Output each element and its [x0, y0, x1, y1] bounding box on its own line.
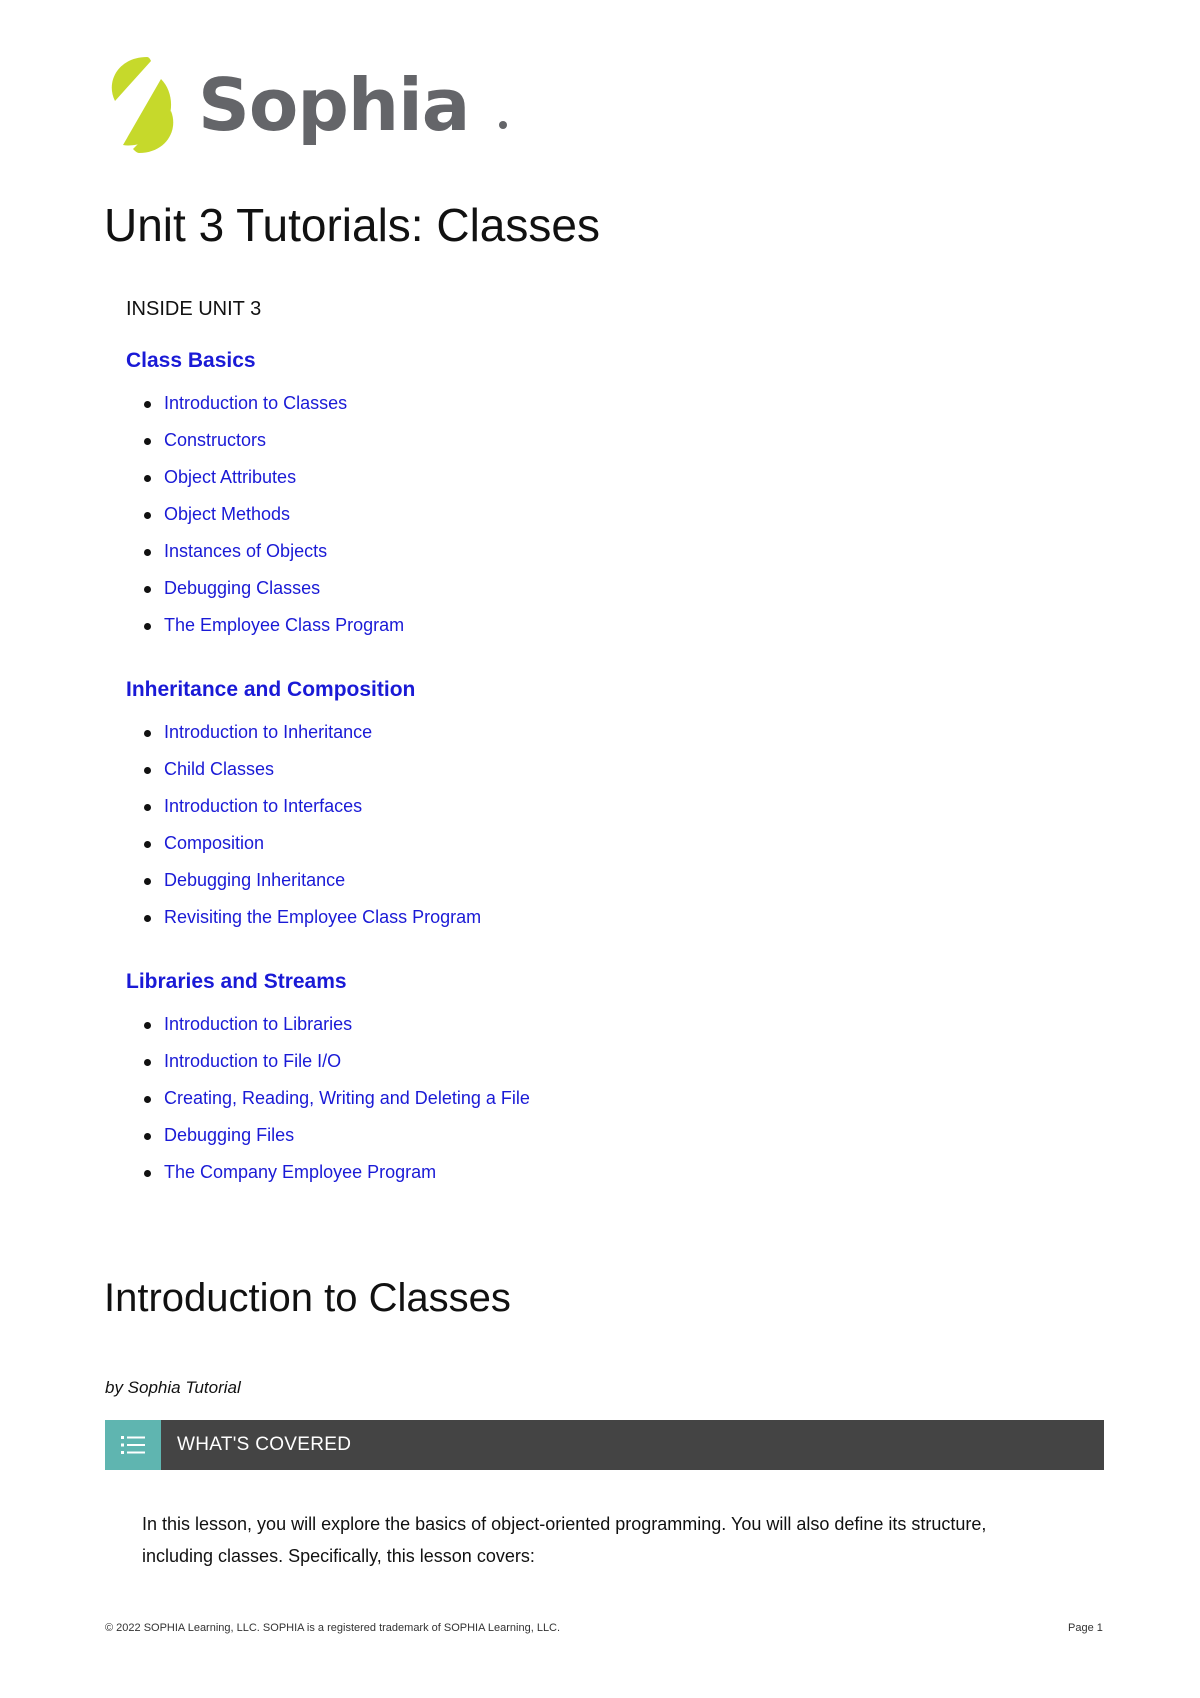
- whats-covered-label: WHAT'S COVERED: [177, 1434, 352, 1455]
- bullet-icon: [144, 623, 151, 630]
- list-item: [126, 828, 926, 865]
- bullet-icon: [144, 475, 151, 482]
- lesson-link[interactable]: Introduction to Classes: [164, 393, 348, 413]
- lesson-list-inheritance-and-composition: [126, 717, 926, 939]
- lesson-link[interactable]: Composition: [164, 833, 265, 853]
- lesson-link[interactable]: Debugging Classes: [164, 578, 321, 598]
- bullet-icon: [144, 841, 151, 848]
- bullet-icon: [144, 549, 151, 556]
- list-item: [126, 1083, 926, 1120]
- list-item: [126, 1046, 926, 1083]
- lesson-link[interactable]: Introduction to Interfaces: [164, 796, 363, 816]
- logo-dot: [499, 121, 507, 129]
- bullet-icon: [144, 730, 151, 737]
- unit-title: Unit 3 Tutorials: Classes: [104, 199, 600, 251]
- lesson-link[interactable]: Revisiting the Employee Class Program: [164, 907, 482, 927]
- list-item: [126, 388, 926, 425]
- list-item: [126, 865, 926, 902]
- list-item: [126, 754, 926, 791]
- list-item: [126, 1120, 926, 1157]
- list-item: [126, 425, 926, 462]
- bullet-icon: [144, 1059, 151, 1066]
- lesson-link[interactable]: Debugging Inheritance: [164, 870, 346, 890]
- toc-label: INSIDE UNIT 3: [126, 298, 262, 320]
- lesson-list-class-basics: [126, 388, 926, 647]
- lesson-link[interactable]: Constructors: [164, 430, 267, 450]
- lesson-list-libraries-and-streams: [126, 1009, 926, 1194]
- byline: by Sophia Tutorial: [105, 1378, 241, 1397]
- list-item: [126, 1009, 926, 1046]
- lesson-link[interactable]: Introduction to Inheritance: [164, 722, 373, 742]
- list-item: [126, 573, 926, 610]
- lesson-link[interactable]: Child Classes: [164, 759, 275, 779]
- bullet-icon: [144, 804, 151, 811]
- lesson-link[interactable]: The Employee Class Program: [164, 615, 405, 635]
- bullet-icon: [144, 1022, 151, 1029]
- list-item: [126, 902, 926, 939]
- lesson-link[interactable]: Object Methods: [164, 504, 291, 524]
- section-title-libraries-and-streams[interactable]: Libraries and Streams: [126, 970, 347, 993]
- sophia-wordmark: Sophia: [198, 63, 470, 147]
- bullet-icon: [144, 767, 151, 774]
- lesson-link[interactable]: Creating, Reading, Writing and Deleting a File: [164, 1088, 530, 1108]
- intro-paragraph: In this lesson, you will explore the basics of object-oriented programming. You will also define its structure, including classes. Specifically, this lesson covers:: [142, 1514, 987, 1566]
- lesson-title: Introduction to Classes: [104, 1276, 511, 1320]
- bullet-icon: [144, 1170, 151, 1177]
- list-item: [126, 1157, 926, 1194]
- lesson-link[interactable]: Instances of Objects: [164, 541, 328, 561]
- list-icon: [105, 1420, 161, 1470]
- bullet-icon: [144, 1133, 151, 1140]
- lesson-link[interactable]: Object Attributes: [164, 467, 297, 487]
- bullet-icon: [144, 1096, 151, 1103]
- whats-covered-banner: [105, 1420, 1104, 1470]
- list-item: [126, 791, 926, 828]
- list-item: [126, 462, 926, 499]
- section-title-inheritance-and-composition[interactable]: Inheritance and Composition: [126, 678, 416, 701]
- list-item: [126, 536, 926, 573]
- section-title-class-basics[interactable]: Class Basics: [126, 349, 256, 372]
- list-item: [126, 610, 926, 647]
- lesson-link[interactable]: Debugging Files: [164, 1125, 295, 1145]
- bullet-icon: [144, 878, 151, 885]
- lesson-link[interactable]: Introduction to File I/O: [164, 1051, 342, 1071]
- lesson-link[interactable]: Introduction to Libraries: [164, 1014, 353, 1034]
- bullet-icon: [144, 512, 151, 519]
- list-item: [126, 499, 926, 536]
- lesson-link[interactable]: The Company Employee Program: [164, 1162, 437, 1182]
- bullet-icon: [144, 915, 151, 922]
- sophia-logo: [103, 55, 523, 160]
- footer-page-number: Page 1: [1068, 1622, 1103, 1634]
- bullet-icon: [144, 401, 151, 408]
- footer-copyright: © 2022 SOPHIA Learning, LLC. SOPHIA is a registered trademark of SOPHIA Learning, LLC.: [105, 1622, 561, 1634]
- sophia-logo-mark: [103, 55, 183, 155]
- bullet-icon: [144, 438, 151, 445]
- unit-table-of-contents: [126, 294, 926, 1222]
- list-item: [126, 717, 926, 754]
- bullet-icon: [144, 586, 151, 593]
